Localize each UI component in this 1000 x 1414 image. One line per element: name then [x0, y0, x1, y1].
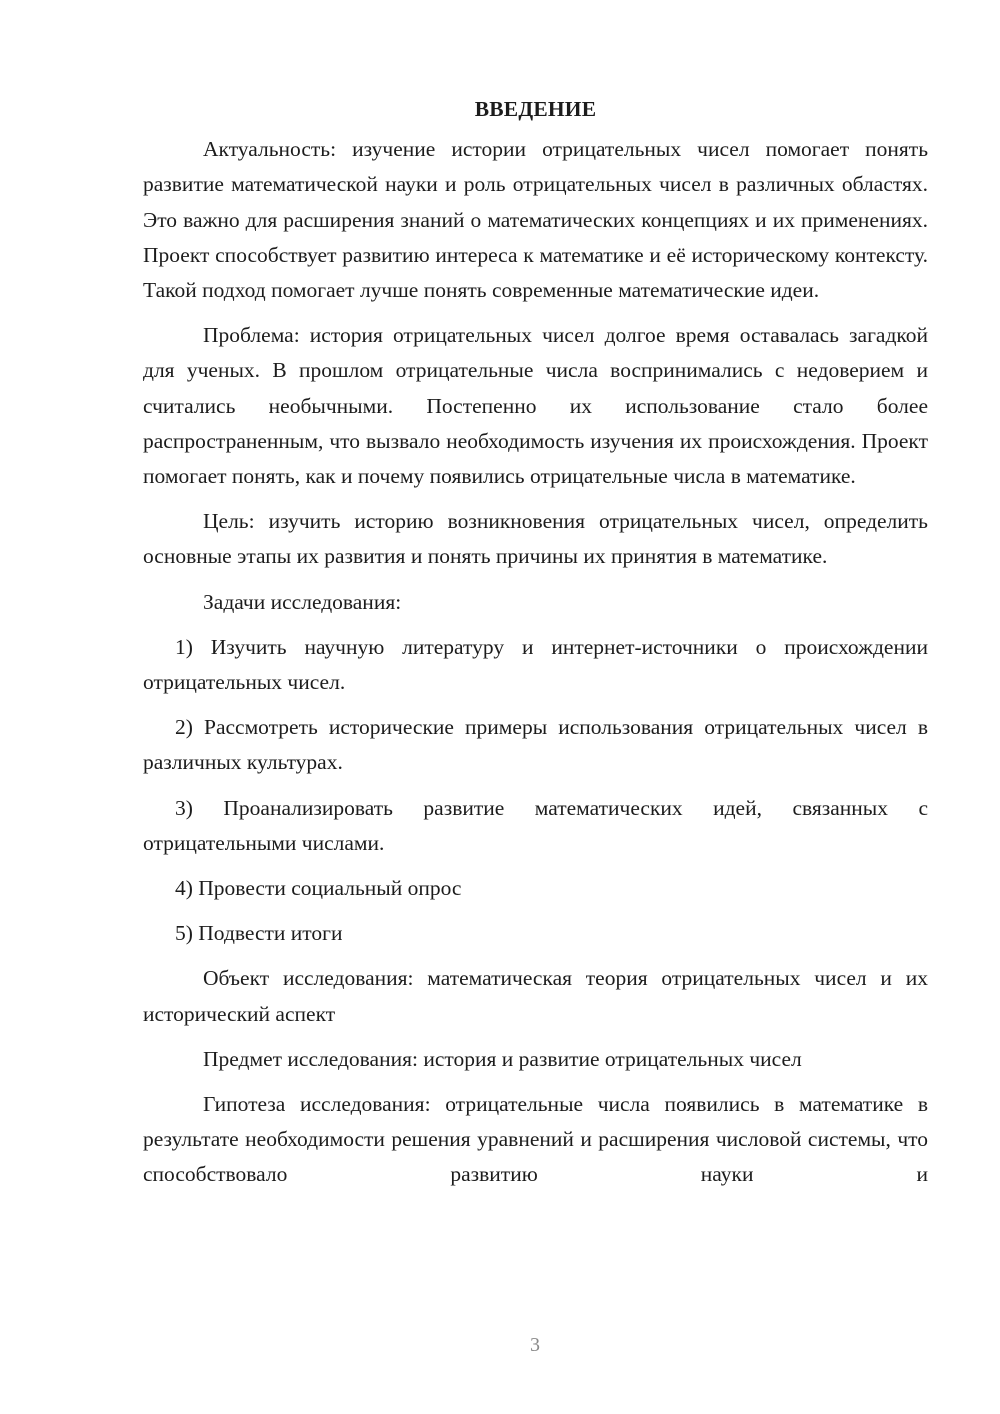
section-title: ВВЕДЕНИЕ	[474, 97, 597, 121]
subject-paragraph: Предмет исследования: история и развитие отрицательных чисел	[203, 1046, 802, 1071]
relevance-paragraph: Актуальность: изучение истории отрицательных чисел помогает понять развитие математической науки и роль отрицательных чисел в различных областях. Это важно для расширения знаний о математических концепциях и их применениях. Проект способствует развитию интереса к математике и её историческому контексту. Такой подход помогает лучше понять современные математические идеи.	[143, 137, 928, 303]
task-item: 2) Рассмотреть исторические примеры использования отрицательных чисел в различных культурах.	[143, 715, 928, 775]
task-item: 3) Проанализировать развитие математических идей, связанных с отрицательными числами.	[143, 795, 928, 855]
document-page	[143, 92, 928, 1203]
tasks-heading: Задачи исследования:	[203, 589, 402, 614]
hypothesis-paragraph: Гипотеза исследования: отрицательные числа появились в математике в результате необходимости решения уравнений и расширения числовой системы, что способствовало развитию науки и	[143, 1092, 928, 1187]
goal-paragraph: Цель: изучить историю возникновения отрицательных чисел, определить основные этапы их развития и понять причины их принятия в математике.	[143, 509, 928, 569]
page-number: 3	[530, 1334, 540, 1356]
problem-paragraph: Проблема: история отрицательных чисел долгое время оставалась загадкой для ученых. В прошлом отрицательные числа воспринимались с недоверием и считались необычными. Постепенно их использование стало более распространенным, что вызвало необходимость изучения их происхождения. Проект помогает понять, как и почему появились отрицательные числа в математике.	[143, 323, 928, 489]
task-item: 1) Изучить научную литературу и интернет-источники о происхождении отрицательных чисел.	[143, 634, 928, 695]
object-paragraph: Объект исследования: математическая теория отрицательных чисел и их исторический аспект	[143, 966, 928, 1026]
task-item: 5) Подвести итоги	[175, 921, 343, 946]
task-item: 4) Провести социальный опрос	[175, 876, 462, 901]
